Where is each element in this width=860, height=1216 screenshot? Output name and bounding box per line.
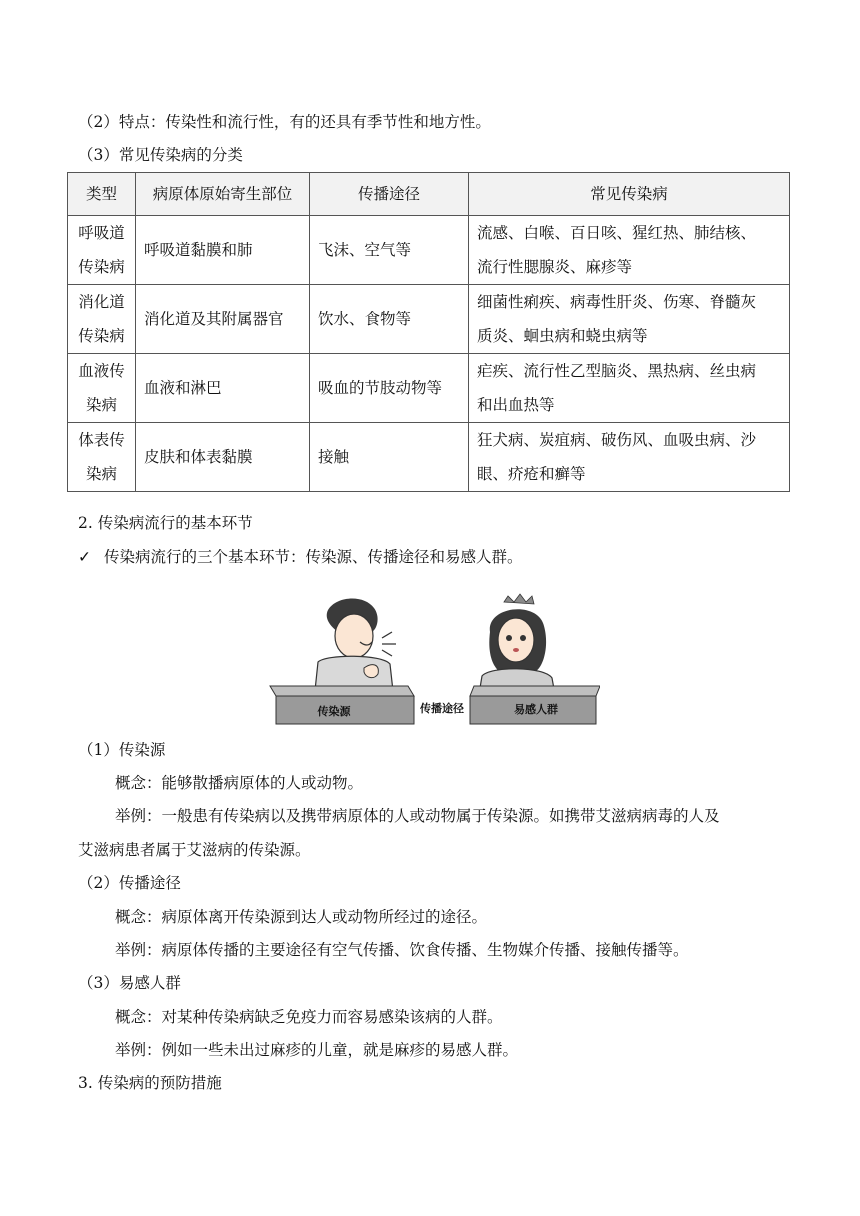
section-3-heading: 3. 传染病的预防措施: [78, 1074, 222, 1092]
cell-type: 消化道 传染病: [68, 285, 136, 354]
route-concept: 概念：病原体离开传染源到达人或动物所经过的途径。: [115, 908, 488, 926]
figure-label-source: 传染源: [317, 705, 351, 718]
table-header-row: [68, 173, 790, 216]
cell-diseases: 细菌性痢疾、病毒性肝炎、伤寒、脊髓灰 质炎、蛔虫病和蛲虫病等: [469, 285, 790, 354]
route-heading: （2）传播途径: [78, 874, 181, 892]
cell-site: 呼吸道黏膜和肺: [136, 216, 310, 285]
three-links-item: ✓ 传染病流行的三个基本环节：传染源、传播途径和易感人群。: [78, 548, 523, 566]
cell-type: 血液传 染病: [68, 354, 136, 423]
transmission-illustration: [268, 592, 600, 730]
crowd-heading: （3）易感人群: [78, 974, 181, 992]
classify-heading: （3）常见传染病的分类: [78, 146, 243, 164]
header-route: 传播途径: [310, 173, 469, 216]
route-example: 举例：病原体传播的主要途径有空气传播、饮食传播、生物媒介传播、接触传播等。: [115, 941, 689, 959]
table-row: [68, 354, 790, 423]
figure-label-crowd: 易感人群: [514, 703, 558, 716]
disease-classification-table: [67, 172, 790, 492]
cell-route: 饮水、食物等: [310, 285, 469, 354]
cell-site: 血液和淋巴: [136, 354, 310, 423]
header-site: 病原体原始寄生部位: [136, 173, 310, 216]
header-diseases: 常见传染病: [469, 173, 790, 216]
girl-figure: [478, 594, 556, 700]
coughing-boy-figure: [314, 598, 396, 700]
cell-route: 接触: [310, 423, 469, 492]
source-concept: 概念：能够散播病原体的人或动物。: [115, 774, 364, 792]
header-type: 类型: [68, 173, 136, 216]
source-example-line1: 举例：一般患有传染病以及携带病原体的人或动物属于传染源。如携带艾滋病病毒的人及: [115, 807, 720, 825]
cell-route: 飞沫、空气等: [310, 216, 469, 285]
figure-label-route: 传播途径: [420, 702, 464, 715]
cell-type: 呼吸道 传染病: [68, 216, 136, 285]
cell-type: 体表传 染病: [68, 423, 136, 492]
cell-diseases: 流感、白喉、百日咳、猩红热、肺结核、 流行性腮腺炎、麻疹等: [469, 216, 790, 285]
table-row: [68, 423, 790, 492]
table-row: [68, 285, 790, 354]
section-2-heading: 2. 传染病流行的基本环节: [78, 514, 253, 532]
cell-diseases: 狂犬病、炭疽病、破伤风、血吸虫病、沙 眼、疥疮和癣等: [469, 423, 790, 492]
cell-diseases: 疟疾、流行性乙型脑炎、黑热病、丝虫病 和出血热等: [469, 354, 790, 423]
source-example-line2: 艾滋病患者属于艾滋病的传染源。: [78, 841, 311, 859]
crowd-example: 举例：例如一些未出过麻疹的儿童，就是麻疹的易感人群。: [115, 1041, 519, 1059]
cell-site: 皮肤和体表黏膜: [136, 423, 310, 492]
source-heading: （1）传染源: [78, 741, 166, 759]
check-mark-icon: ✓: [78, 548, 91, 566]
cell-route: 吸血的节肢动物等: [310, 354, 469, 423]
crowd-concept: 概念：对某种传染病缺乏免疫力而容易感染该病的人群。: [115, 1008, 503, 1026]
table-row: [68, 216, 790, 285]
feature-text: （2）特点：传染性和流行性，有的还具有季节性和地方性。: [78, 113, 491, 131]
cell-site: 消化道及其附属器官: [136, 285, 310, 354]
